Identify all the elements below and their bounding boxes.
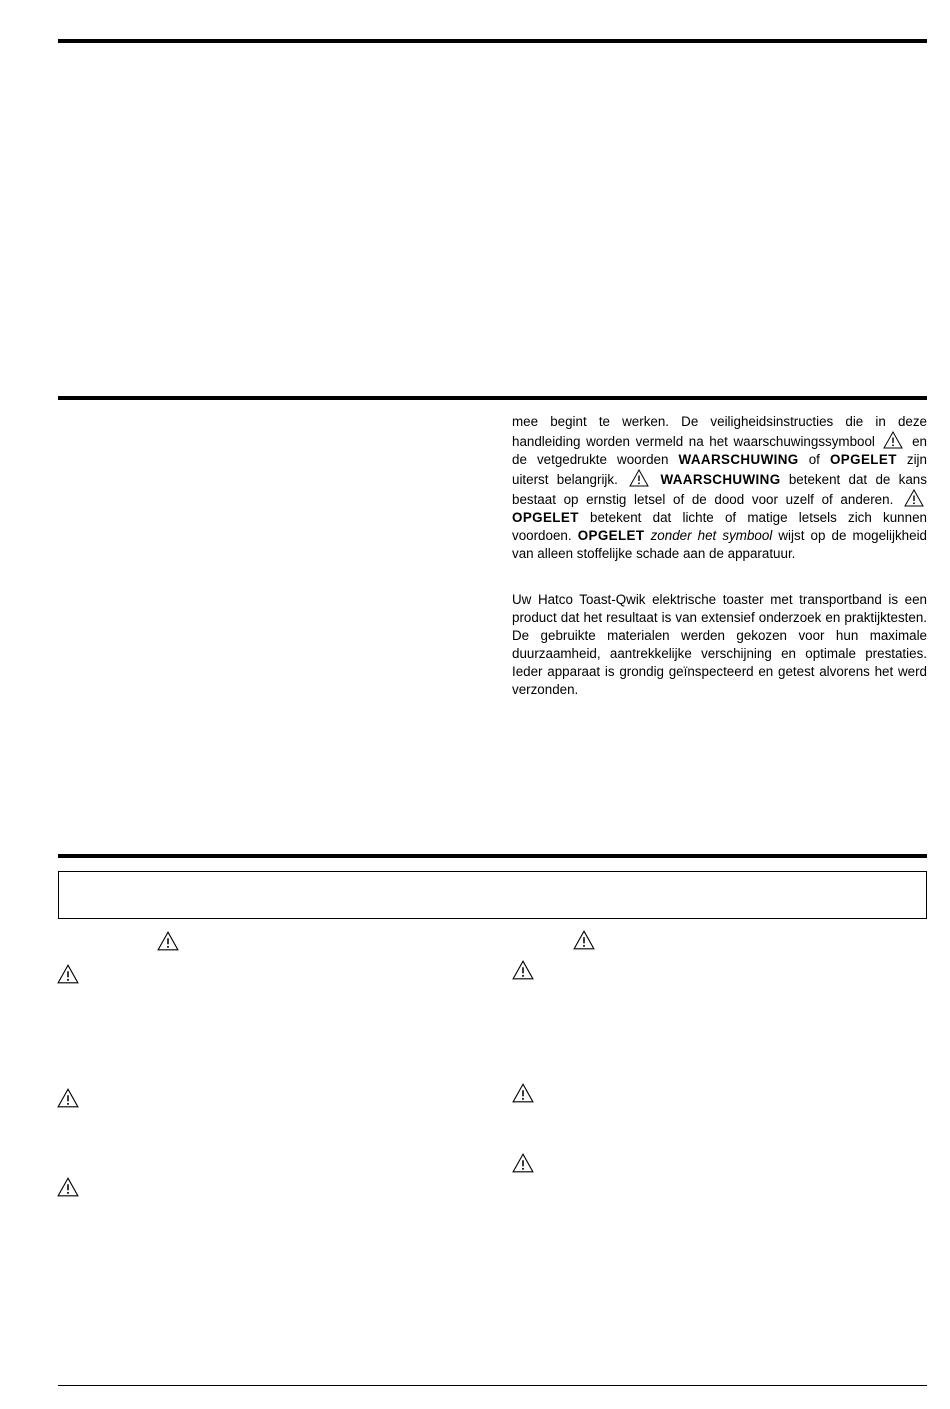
warning-triangle-icon	[157, 931, 179, 951]
text-run: wijst op de mogelijkheid van alleen stoffelijke schade aan de apparatuur.	[512, 528, 927, 561]
warning-triangle-icon	[883, 431, 903, 449]
keyword-caution: OPGELET	[512, 510, 579, 525]
warning-triangle-icon	[57, 1177, 79, 1197]
section-rule-safety	[58, 854, 927, 858]
text-run: mee begint te werken. De veiligheidsinstructies die in deze handleiding worden vermeld na het waarschuwingssymbool	[512, 414, 927, 449]
text-run: betekent dat de kans bestaat op ernstig letsel of de dood voor uzelf of anderen.	[512, 472, 927, 507]
text-run: betekent dat lichte of matige letsels zich kunnen voordoen.	[512, 510, 927, 543]
text-run: of	[808, 452, 820, 467]
text-run: zijn uiterst belangrijk.	[512, 452, 927, 487]
warning-triangle-icon	[57, 1088, 79, 1108]
keyword-warning: WAARSCHUWING	[660, 472, 781, 487]
keyword-warning: WAARSCHUWING	[678, 452, 799, 467]
footer-rule	[58, 1385, 927, 1386]
top-rule	[58, 39, 927, 43]
warning-triangle-icon	[904, 489, 924, 507]
warning-triangle-icon	[573, 930, 595, 950]
section-rule	[58, 396, 927, 400]
text-run: en de vetgedrukte woorden	[512, 434, 927, 467]
warning-triangle-icon	[512, 1083, 534, 1103]
warning-triangle-icon	[512, 960, 534, 980]
warning-triangle-icon	[512, 1153, 534, 1173]
keyword-caution: OPGELET	[577, 528, 645, 543]
warning-triangle-icon	[57, 964, 79, 984]
intro-paragraph-product: Uw Hatco Toast-Qwik elektrische toaster met transportband is een product dat het resultaat is van extensief onderzoek en praktijktesten. De gebruikte materialen werden gekozen voor hun maximale duurzaamheid, aantrekkelijke verschijning en optimale prestaties. Ieder apparaat is grondig geïnspecteerd en getest alvorens het werd verzonden.	[512, 592, 927, 697]
text-run-italic: zonder het symbool	[650, 528, 773, 543]
warning-triangle-icon	[629, 469, 649, 487]
safety-heading-box	[58, 871, 927, 919]
keyword-caution: OPGELET	[829, 452, 897, 467]
intro-paragraph-safety	[512, 413, 927, 563]
